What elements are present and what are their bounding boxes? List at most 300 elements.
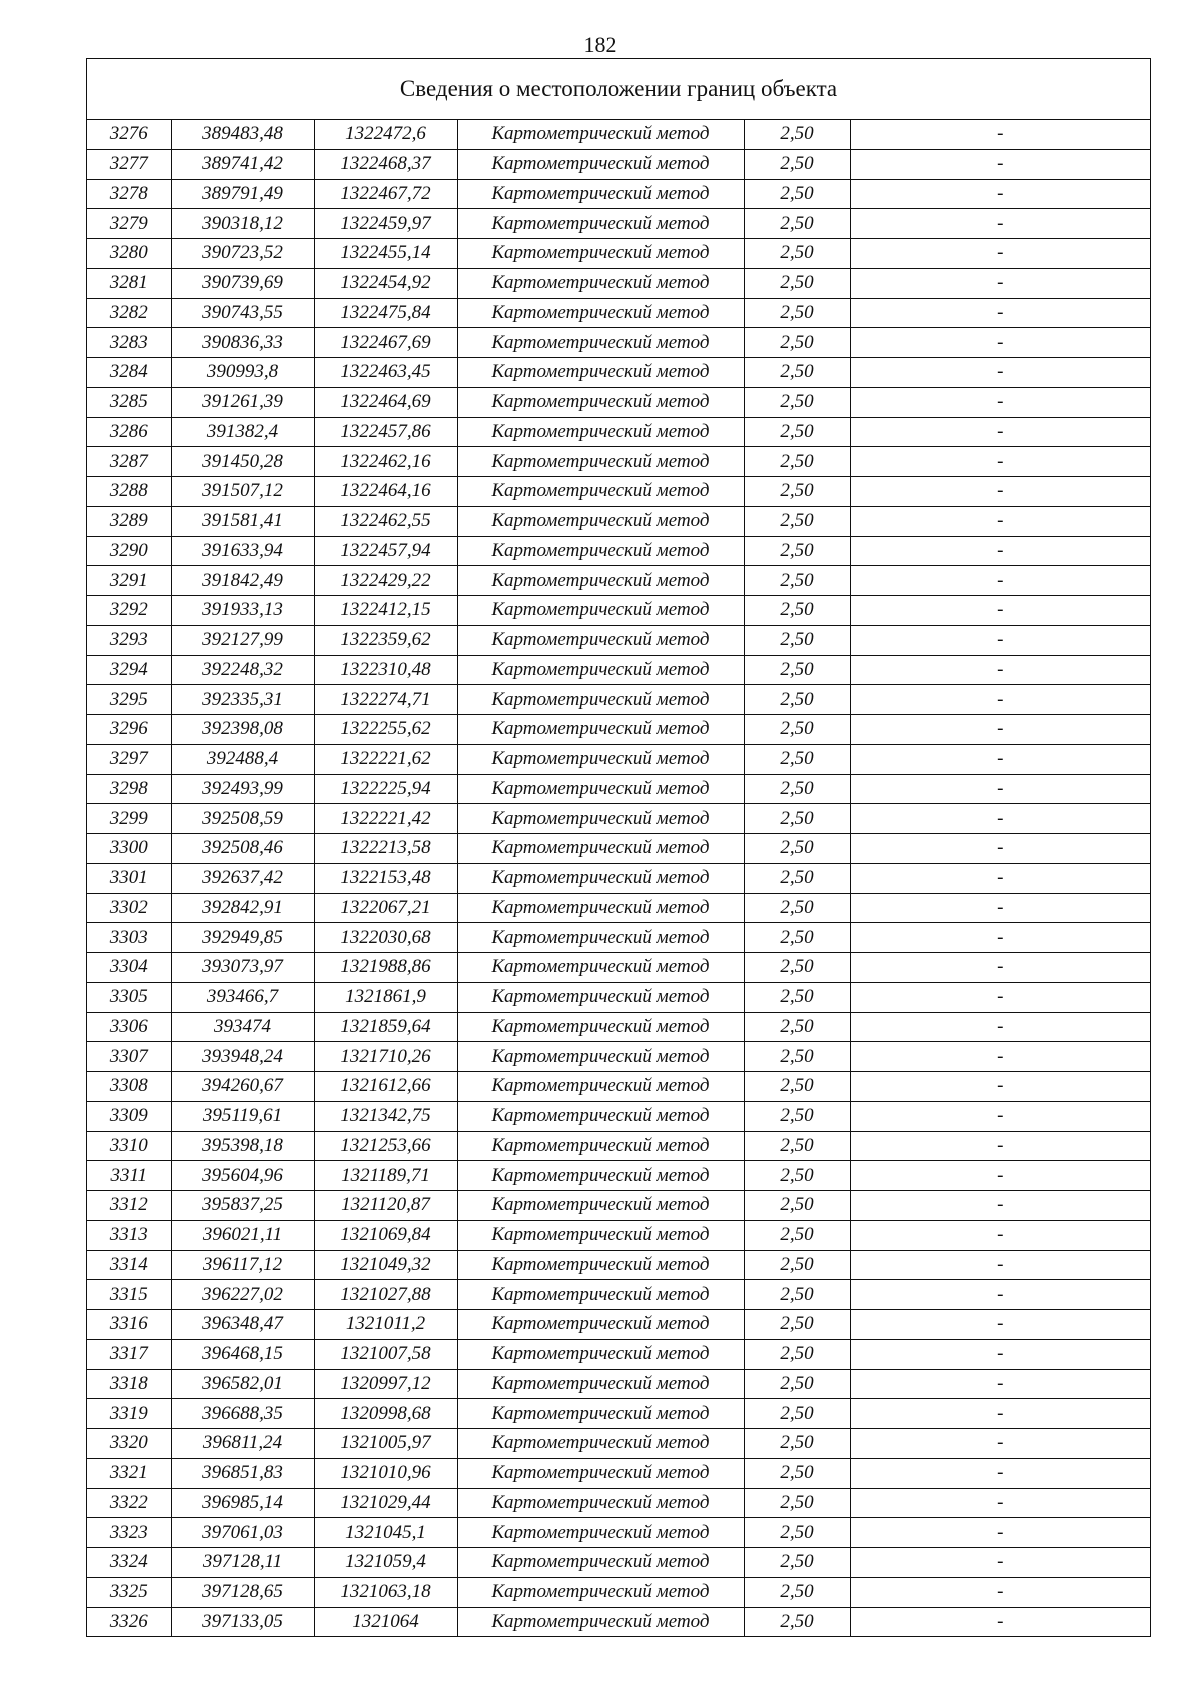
method-cell: Картометрический метод [457, 953, 744, 983]
accuracy-cell: 2,50 [744, 1458, 850, 1488]
note-cell: - [850, 1339, 1150, 1369]
x-coordinate-cell: 389791,49 [171, 179, 314, 209]
method-cell: Картометрический метод [457, 1339, 744, 1369]
point-number-cell: 3282 [87, 298, 171, 328]
accuracy-cell: 2,50 [744, 209, 850, 239]
x-coordinate-cell: 390743,55 [171, 298, 314, 328]
note-cell: - [850, 1310, 1150, 1340]
method-cell: Картометрический метод [457, 893, 744, 923]
method-cell: Картометрический метод [457, 209, 744, 239]
x-coordinate-cell: 391842,49 [171, 566, 314, 596]
method-cell: Картометрический метод [457, 655, 744, 685]
method-cell: Картометрический метод [457, 1072, 744, 1102]
note-cell: - [850, 1518, 1150, 1548]
point-number-cell: 3295 [87, 685, 171, 715]
accuracy-cell: 2,50 [744, 1518, 850, 1548]
y-coordinate-cell: 1322464,16 [314, 477, 457, 507]
method-cell: Картометрический метод [457, 447, 744, 477]
y-coordinate-cell: 1322213,58 [314, 834, 457, 864]
accuracy-cell: 2,50 [744, 1191, 850, 1221]
x-coordinate-cell: 396468,15 [171, 1339, 314, 1369]
table-row [87, 715, 1150, 745]
x-coordinate-cell: 392508,59 [171, 804, 314, 834]
point-number-cell: 3318 [87, 1369, 171, 1399]
point-number-cell: 3283 [87, 328, 171, 358]
table-row [87, 685, 1150, 715]
note-cell: - [850, 239, 1150, 269]
x-coordinate-cell: 391933,13 [171, 596, 314, 626]
method-cell: Картометрический метод [457, 1518, 744, 1548]
y-coordinate-cell: 1320997,12 [314, 1369, 457, 1399]
y-coordinate-cell: 1322153,48 [314, 863, 457, 893]
x-coordinate-cell: 391633,94 [171, 536, 314, 566]
y-coordinate-cell: 1321045,1 [314, 1518, 457, 1548]
accuracy-cell: 2,50 [744, 328, 850, 358]
note-cell: - [850, 566, 1150, 596]
method-cell: Картометрический метод [457, 685, 744, 715]
point-number-cell: 3312 [87, 1191, 171, 1221]
table-row [87, 655, 1150, 685]
note-cell: - [850, 774, 1150, 804]
method-cell: Картометрический метод [457, 625, 744, 655]
table-row [87, 1518, 1150, 1548]
method-cell: Картометрический метод [457, 1458, 744, 1488]
table-row [87, 953, 1150, 983]
point-number-cell: 3289 [87, 506, 171, 536]
table-row [87, 566, 1150, 596]
x-coordinate-cell: 395604,96 [171, 1161, 314, 1191]
note-cell: - [850, 1191, 1150, 1221]
accuracy-cell: 2,50 [744, 1012, 850, 1042]
y-coordinate-cell: 1322475,84 [314, 298, 457, 328]
y-coordinate-cell: 1322221,62 [314, 744, 457, 774]
x-coordinate-cell: 392508,46 [171, 834, 314, 864]
note-cell: - [850, 1488, 1150, 1518]
method-cell: Картометрический метод [457, 1369, 744, 1399]
point-number-cell: 3276 [87, 120, 171, 149]
x-coordinate-cell: 390723,52 [171, 239, 314, 269]
point-number-cell: 3286 [87, 417, 171, 447]
accuracy-cell: 2,50 [744, 1161, 850, 1191]
note-cell: - [850, 506, 1150, 536]
x-coordinate-cell: 395119,61 [171, 1101, 314, 1131]
point-number-cell: 3288 [87, 477, 171, 507]
y-coordinate-cell: 1322455,14 [314, 239, 457, 269]
point-number-cell: 3320 [87, 1429, 171, 1459]
x-coordinate-cell: 396582,01 [171, 1369, 314, 1399]
accuracy-cell: 2,50 [744, 923, 850, 953]
y-coordinate-cell: 1322255,62 [314, 715, 457, 745]
x-coordinate-cell: 397061,03 [171, 1518, 314, 1548]
method-cell: Картометрический метод [457, 1548, 744, 1578]
method-cell: Картометрический метод [457, 358, 744, 388]
note-cell: - [850, 536, 1150, 566]
y-coordinate-cell: 1321064 [314, 1607, 457, 1636]
point-number-cell: 3324 [87, 1548, 171, 1578]
method-cell: Картометрический метод [457, 1399, 744, 1429]
y-coordinate-cell: 1321059,4 [314, 1548, 457, 1578]
accuracy-cell: 2,50 [744, 655, 850, 685]
x-coordinate-cell: 392637,42 [171, 863, 314, 893]
x-coordinate-cell: 390836,33 [171, 328, 314, 358]
y-coordinate-cell: 1322467,69 [314, 328, 457, 358]
table-row [87, 1280, 1150, 1310]
table-row [87, 1072, 1150, 1102]
method-cell: Картометрический метод [457, 804, 744, 834]
accuracy-cell: 2,50 [744, 1250, 850, 1280]
method-cell: Картометрический метод [457, 1042, 744, 1072]
point-number-cell: 3313 [87, 1220, 171, 1250]
table-row [87, 863, 1150, 893]
method-cell: Картометрический метод [457, 149, 744, 179]
accuracy-cell: 2,50 [744, 715, 850, 745]
note-cell: - [850, 1280, 1150, 1310]
y-coordinate-cell: 1322454,92 [314, 268, 457, 298]
accuracy-cell: 2,50 [744, 893, 850, 923]
x-coordinate-cell: 391382,4 [171, 417, 314, 447]
accuracy-cell: 2,50 [744, 1399, 850, 1429]
table-row [87, 596, 1150, 626]
y-coordinate-cell: 1322457,86 [314, 417, 457, 447]
note-cell: - [850, 358, 1150, 388]
table-row [87, 804, 1150, 834]
y-coordinate-cell: 1322310,48 [314, 655, 457, 685]
table-row [87, 1548, 1150, 1578]
accuracy-cell: 2,50 [744, 239, 850, 269]
y-coordinate-cell: 1322030,68 [314, 923, 457, 953]
point-number-cell: 3290 [87, 536, 171, 566]
y-coordinate-cell: 1322429,22 [314, 566, 457, 596]
point-number-cell: 3319 [87, 1399, 171, 1429]
table-row [87, 923, 1150, 953]
note-cell: - [850, 1607, 1150, 1636]
table-row [87, 1577, 1150, 1607]
y-coordinate-cell: 1321063,18 [314, 1577, 457, 1607]
method-cell: Картометрический метод [457, 1250, 744, 1280]
y-coordinate-cell: 1322462,55 [314, 506, 457, 536]
note-cell: - [850, 328, 1150, 358]
accuracy-cell: 2,50 [744, 1101, 850, 1131]
coordinates-table-body [87, 120, 1150, 1636]
y-coordinate-cell: 1322464,69 [314, 387, 457, 417]
table-row [87, 387, 1150, 417]
point-number-cell: 3315 [87, 1280, 171, 1310]
table-row [87, 1131, 1150, 1161]
point-number-cell: 3309 [87, 1101, 171, 1131]
x-coordinate-cell: 393466,7 [171, 982, 314, 1012]
y-coordinate-cell: 1321342,75 [314, 1101, 457, 1131]
method-cell: Картометрический метод [457, 596, 744, 626]
accuracy-cell: 2,50 [744, 566, 850, 596]
method-cell: Картометрический метод [457, 774, 744, 804]
note-cell: - [850, 120, 1150, 149]
table-title: Сведения о местоположении границ объекта [87, 59, 1150, 120]
point-number-cell: 3287 [87, 447, 171, 477]
x-coordinate-cell: 395398,18 [171, 1131, 314, 1161]
table-row [87, 149, 1150, 179]
table-row [87, 1101, 1150, 1131]
point-number-cell: 3321 [87, 1458, 171, 1488]
accuracy-cell: 2,50 [744, 1280, 850, 1310]
x-coordinate-cell: 396688,35 [171, 1399, 314, 1429]
x-coordinate-cell: 396021,11 [171, 1220, 314, 1250]
point-number-cell: 3302 [87, 893, 171, 923]
table-row [87, 1429, 1150, 1459]
accuracy-cell: 2,50 [744, 298, 850, 328]
x-coordinate-cell: 396851,83 [171, 1458, 314, 1488]
y-coordinate-cell: 1321029,44 [314, 1488, 457, 1518]
point-number-cell: 3317 [87, 1339, 171, 1369]
table-row [87, 417, 1150, 447]
y-coordinate-cell: 1322412,15 [314, 596, 457, 626]
x-coordinate-cell: 396811,24 [171, 1429, 314, 1459]
method-cell: Картометрический метод [457, 1191, 744, 1221]
method-cell: Картометрический метод [457, 239, 744, 269]
note-cell: - [850, 1131, 1150, 1161]
accuracy-cell: 2,50 [744, 506, 850, 536]
note-cell: - [850, 447, 1150, 477]
method-cell: Картометрический метод [457, 417, 744, 447]
method-cell: Картометрический метод [457, 120, 744, 149]
x-coordinate-cell: 392127,99 [171, 625, 314, 655]
note-cell: - [850, 744, 1150, 774]
note-cell: - [850, 1548, 1150, 1578]
boundary-table-sheet [86, 58, 1151, 1637]
method-cell: Картометрический метод [457, 566, 744, 596]
y-coordinate-cell: 1321861,9 [314, 982, 457, 1012]
method-cell: Картометрический метод [457, 328, 744, 358]
y-coordinate-cell: 1322468,37 [314, 149, 457, 179]
point-number-cell: 3305 [87, 982, 171, 1012]
table-row [87, 120, 1150, 149]
x-coordinate-cell: 391450,28 [171, 447, 314, 477]
y-coordinate-cell: 1321253,66 [314, 1131, 457, 1161]
table-row [87, 982, 1150, 1012]
note-cell: - [850, 893, 1150, 923]
x-coordinate-cell: 392398,08 [171, 715, 314, 745]
x-coordinate-cell: 390993,8 [171, 358, 314, 388]
accuracy-cell: 2,50 [744, 179, 850, 209]
method-cell: Картометрический метод [457, 1012, 744, 1042]
x-coordinate-cell: 393073,97 [171, 953, 314, 983]
table-row [87, 744, 1150, 774]
point-number-cell: 3296 [87, 715, 171, 745]
accuracy-cell: 2,50 [744, 1488, 850, 1518]
accuracy-cell: 2,50 [744, 982, 850, 1012]
table-row [87, 625, 1150, 655]
x-coordinate-cell: 393474 [171, 1012, 314, 1042]
y-coordinate-cell: 1321988,86 [314, 953, 457, 983]
accuracy-cell: 2,50 [744, 1369, 850, 1399]
point-number-cell: 3322 [87, 1488, 171, 1518]
note-cell: - [850, 625, 1150, 655]
point-number-cell: 3297 [87, 744, 171, 774]
method-cell: Картометрический метод [457, 744, 744, 774]
note-cell: - [850, 1042, 1150, 1072]
note-cell: - [850, 834, 1150, 864]
accuracy-cell: 2,50 [744, 1220, 850, 1250]
accuracy-cell: 2,50 [744, 268, 850, 298]
accuracy-cell: 2,50 [744, 1131, 850, 1161]
point-number-cell: 3308 [87, 1072, 171, 1102]
table-row [87, 774, 1150, 804]
x-coordinate-cell: 389741,42 [171, 149, 314, 179]
y-coordinate-cell: 1322462,16 [314, 447, 457, 477]
y-coordinate-cell: 1321049,32 [314, 1250, 457, 1280]
accuracy-cell: 2,50 [744, 387, 850, 417]
accuracy-cell: 2,50 [744, 1607, 850, 1636]
x-coordinate-cell: 397133,05 [171, 1607, 314, 1636]
accuracy-cell: 2,50 [744, 804, 850, 834]
y-coordinate-cell: 1321859,64 [314, 1012, 457, 1042]
x-coordinate-cell: 391507,12 [171, 477, 314, 507]
method-cell: Картометрический метод [457, 506, 744, 536]
note-cell: - [850, 1458, 1150, 1488]
x-coordinate-cell: 391581,41 [171, 506, 314, 536]
note-cell: - [850, 1399, 1150, 1429]
note-cell: - [850, 477, 1150, 507]
y-coordinate-cell: 1321710,26 [314, 1042, 457, 1072]
y-coordinate-cell: 1321005,97 [314, 1429, 457, 1459]
table-row [87, 834, 1150, 864]
point-number-cell: 3310 [87, 1131, 171, 1161]
accuracy-cell: 2,50 [744, 536, 850, 566]
point-number-cell: 3300 [87, 834, 171, 864]
x-coordinate-cell: 395837,25 [171, 1191, 314, 1221]
table-row [87, 328, 1150, 358]
x-coordinate-cell: 393948,24 [171, 1042, 314, 1072]
method-cell: Картометрический метод [457, 1607, 744, 1636]
point-number-cell: 3314 [87, 1250, 171, 1280]
y-coordinate-cell: 1320998,68 [314, 1399, 457, 1429]
accuracy-cell: 2,50 [744, 774, 850, 804]
accuracy-cell: 2,50 [744, 417, 850, 447]
accuracy-cell: 2,50 [744, 358, 850, 388]
y-coordinate-cell: 1322459,97 [314, 209, 457, 239]
x-coordinate-cell: 392335,31 [171, 685, 314, 715]
note-cell: - [850, 923, 1150, 953]
note-cell: - [850, 655, 1150, 685]
point-number-cell: 3285 [87, 387, 171, 417]
table-row [87, 893, 1150, 923]
note-cell: - [850, 863, 1150, 893]
point-number-cell: 3281 [87, 268, 171, 298]
x-coordinate-cell: 396117,12 [171, 1250, 314, 1280]
x-coordinate-cell: 396985,14 [171, 1488, 314, 1518]
point-number-cell: 3294 [87, 655, 171, 685]
y-coordinate-cell: 1321027,88 [314, 1280, 457, 1310]
point-number-cell: 3316 [87, 1310, 171, 1340]
point-number-cell: 3277 [87, 149, 171, 179]
method-cell: Картометрический метод [457, 982, 744, 1012]
note-cell: - [850, 1161, 1150, 1191]
note-cell: - [850, 953, 1150, 983]
y-coordinate-cell: 1322067,21 [314, 893, 457, 923]
y-coordinate-cell: 1321120,87 [314, 1191, 457, 1221]
table-row [87, 1012, 1150, 1042]
table-row [87, 1458, 1150, 1488]
point-number-cell: 3279 [87, 209, 171, 239]
accuracy-cell: 2,50 [744, 685, 850, 715]
accuracy-cell: 2,50 [744, 834, 850, 864]
note-cell: - [850, 982, 1150, 1012]
method-cell: Картометрический метод [457, 834, 744, 864]
method-cell: Картометрический метод [457, 1310, 744, 1340]
table-row [87, 1310, 1150, 1340]
y-coordinate-cell: 1322472,6 [314, 120, 457, 149]
method-cell: Картометрический метод [457, 863, 744, 893]
accuracy-cell: 2,50 [744, 625, 850, 655]
note-cell: - [850, 268, 1150, 298]
y-coordinate-cell: 1321010,96 [314, 1458, 457, 1488]
note-cell: - [850, 387, 1150, 417]
accuracy-cell: 2,50 [744, 120, 850, 149]
note-cell: - [850, 1101, 1150, 1131]
coordinates-table [87, 120, 1150, 1636]
table-row [87, 1220, 1150, 1250]
table-row [87, 1369, 1150, 1399]
table-row [87, 447, 1150, 477]
accuracy-cell: 2,50 [744, 953, 850, 983]
x-coordinate-cell: 392949,85 [171, 923, 314, 953]
method-cell: Картометрический метод [457, 1488, 744, 1518]
point-number-cell: 3292 [87, 596, 171, 626]
table-row [87, 358, 1150, 388]
note-cell: - [850, 1012, 1150, 1042]
note-cell: - [850, 417, 1150, 447]
y-coordinate-cell: 1321069,84 [314, 1220, 457, 1250]
y-coordinate-cell: 1322457,94 [314, 536, 457, 566]
x-coordinate-cell: 392488,4 [171, 744, 314, 774]
point-number-cell: 3304 [87, 953, 171, 983]
method-cell: Картометрический метод [457, 1220, 744, 1250]
note-cell: - [850, 1220, 1150, 1250]
table-row [87, 298, 1150, 328]
accuracy-cell: 2,50 [744, 744, 850, 774]
note-cell: - [850, 179, 1150, 209]
note-cell: - [850, 298, 1150, 328]
point-number-cell: 3293 [87, 625, 171, 655]
accuracy-cell: 2,50 [744, 1548, 850, 1578]
x-coordinate-cell: 396348,47 [171, 1310, 314, 1340]
y-coordinate-cell: 1322359,62 [314, 625, 457, 655]
note-cell: - [850, 1250, 1150, 1280]
method-cell: Картометрический метод [457, 1101, 744, 1131]
table-row [87, 1607, 1150, 1636]
x-coordinate-cell: 396227,02 [171, 1280, 314, 1310]
table-row [87, 477, 1150, 507]
note-cell: - [850, 209, 1150, 239]
method-cell: Картометрический метод [457, 1161, 744, 1191]
accuracy-cell: 2,50 [744, 1577, 850, 1607]
point-number-cell: 3306 [87, 1012, 171, 1042]
accuracy-cell: 2,50 [744, 477, 850, 507]
point-number-cell: 3326 [87, 1607, 171, 1636]
x-coordinate-cell: 392493,99 [171, 774, 314, 804]
method-cell: Картометрический метод [457, 536, 744, 566]
y-coordinate-cell: 1322463,45 [314, 358, 457, 388]
accuracy-cell: 2,50 [744, 596, 850, 626]
method-cell: Картометрический метод [457, 387, 744, 417]
x-coordinate-cell: 397128,65 [171, 1577, 314, 1607]
note-cell: - [850, 715, 1150, 745]
point-number-cell: 3325 [87, 1577, 171, 1607]
x-coordinate-cell: 394260,67 [171, 1072, 314, 1102]
point-number-cell: 3291 [87, 566, 171, 596]
accuracy-cell: 2,50 [744, 863, 850, 893]
table-row [87, 1339, 1150, 1369]
note-cell: - [850, 1429, 1150, 1459]
